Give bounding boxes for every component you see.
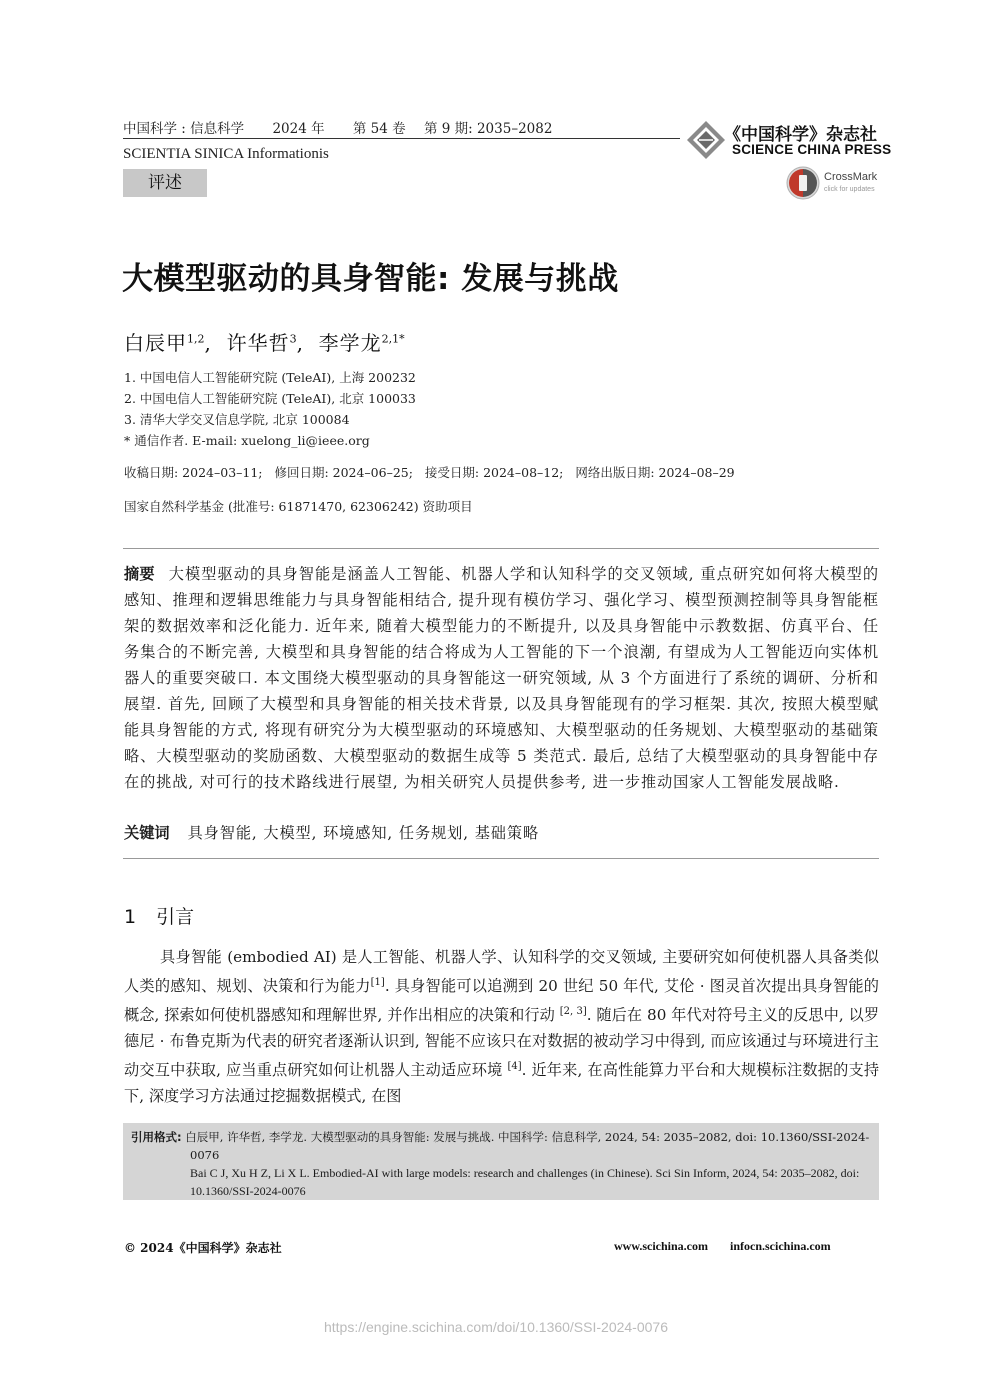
abstract-bottom-rule [123, 858, 879, 859]
doi-watermark: https://engine.scichina.com/doi/10.1360/SSI-2024-0076 [323, 1319, 668, 1335]
corresponding-author: * 通信作者. E-mail: xuelong_li@ieee.org [124, 433, 370, 448]
author-separator: , [296, 331, 319, 355]
author-name: 白辰甲 [124, 331, 187, 355]
citation-box [123, 1123, 879, 1200]
publisher-logo[interactable] [686, 120, 892, 160]
article-type-badge: 评述 [123, 169, 207, 197]
body-text-run: . 具身智能可以追溯到 20 世纪 50 年代, 艾伦 · 图灵首次提出具身智能的概念, 探索如何使机器感知和理解世界, 并作出相应的决策和行动 [124, 977, 879, 1025]
citation-ref[interactable]: [4] [507, 1061, 522, 1073]
body-text-run: . 随后在 80 年代对符号主义的反思中, 以罗德尼 · 布鲁克斯为代表的研究者逐渐认识到, 智能不应该只在对数据的被动学习中得到, 而应该通过与环境进行主动交互中获取, 应当重点研究如何让机器人主动适应环境 [124, 1006, 880, 1080]
body-text-run: 具身智能 (embodied AI) 是人工智能、机器人学、认知科学的交叉领域, 主要研究如何使机器人具备类似人类的感知、规划、决策和行为能力 [124, 948, 879, 996]
citation-label: 引用格式: [131, 1130, 182, 1144]
author-affiliation-mark: 1,2 [187, 332, 205, 346]
submission-dates: 收稿日期: 2024–03–11; 修回日期: 2024–06–25; 接受日期: 2024–08–12; 网络出版日期: 2024–08–29 [124, 465, 735, 480]
publisher-diamond-icon [686, 120, 726, 160]
footer-links [614, 1239, 831, 1254]
affiliation-2: 2. 中国电信人工智能研究院 (TeleAI), 北京 100033 [124, 391, 416, 406]
author-name: 李学龙 [318, 331, 382, 355]
journal-volume: 第 54 卷 [352, 121, 406, 137]
keywords [124, 822, 539, 843]
keywords-text: 具身智能, 大模型, 环境感知, 任务规划, 基础策略 [187, 824, 540, 842]
crossmark-badge[interactable] [786, 166, 886, 200]
journal-name-en: SCIENTIA SINICA Informationis [123, 146, 329, 162]
citation-ref[interactable]: [1] [370, 977, 385, 988]
citation-cn [131, 1128, 873, 1164]
body-text-run: . 近年来, 在高性能算力平台和大规模标注数据的支持下, 深度学习方法通过挖掘数据模式, 在图 [124, 1061, 880, 1106]
abstract [124, 561, 879, 795]
site-link-1[interactable]: www.scichina.com [614, 1239, 708, 1253]
abstract-label: 摘要 [124, 565, 155, 583]
journal-name-cn: 中国科学 : 信息科学 [123, 121, 245, 137]
paper-title: 大模型驱动的具身智能: 发展与挑战 [122, 261, 619, 297]
section-title: 引言 [156, 906, 195, 928]
citation-cn-text: 白辰甲, 许华哲, 李学龙. 大模型驱动的具身智能: 发展与挑战. 中国科学: 信息科学, 2024, 54: 2035–2082, doi: 10.1360/SSI-2024-0076 [185, 1130, 870, 1162]
journal-year: 2024 年 [272, 121, 325, 137]
body-paragraph [124, 944, 879, 1109]
crossmark-label: CrossMark [824, 171, 878, 183]
copyright: © 2024《中国科学》杂志社 [124, 1241, 282, 1255]
crossmark-icon [786, 166, 820, 200]
abstract-top-rule [123, 548, 879, 549]
publisher-name-cn: 《中国科学》杂志社 [724, 125, 877, 145]
site-link-2[interactable]: infocn.scichina.com [730, 1239, 831, 1253]
citation-en: Bai C J, Xu H Z, Li X L. Embodied-AI with large models: research and challenges (in Chinese). Sci Sin Inform, 2024, 54: 2035–2082, doi: 10.1360/SSI-2024-0076 [190, 1166, 860, 1198]
section-heading [124, 902, 194, 929]
author-affiliation-mark: 2,1* [381, 332, 405, 346]
author-name: 许华哲 [226, 331, 290, 355]
section-number: 1 [124, 906, 137, 928]
crossmark-sublabel: click for updates [824, 186, 875, 193]
journal-issue-pages: 第 9 期: 2035–2082 [423, 121, 553, 137]
affiliation-1: 1. 中国电信人工智能研究院 (TeleAI), 上海 200232 [124, 370, 416, 385]
affiliation-3: 3. 清华大学交叉信息学院, 北京 100084 [124, 412, 350, 427]
abstract-text: 大模型驱动的具身智能是涵盖人工智能、机器人学和认知科学的交叉领域, 重点研究如何将大模型的感知、推理和逻辑思维能力与具身智能相结合, 提升现有模仿学习、强化学习、模型预测控制等具身智能框架的数据效率和泛化能力. 近年来, 随着大模型能力的不断提升, 以及具身智能中示教数据、仿真平台、任务集合的不断完善, 大模型和具身智能的结合将成为人工智能的下一个浪潮, 有望成为人工智能迈向实体机器人的重要突破口. 本文围绕大模型驱动的具身智能这一研究领域, 从 3 个方面进行了系统的调研、分析和展望. 首先, 回顾了大模型和具身智能的相关技术背景, 以及具身智能现有的学习框架. 其次, 按照大模型赋能具身智能的方式, 将现有研究分为大模型驱动的环境感知、大模型驱动的任务规划、大模型驱动的基础策略、大模型驱动的奖励函数、大模型驱动的数据生成等 5 类范式. 最后, 总结了大模型驱动的具身智能中存在的挑战, 对可行的技术路线进行展望, 为相关研究人员提供参考, 进一步推动国家人工智能发展战略. [124, 565, 880, 791]
citation-ref[interactable]: [2, 3] [559, 1006, 587, 1018]
funding-info: 国家自然科学基金 (批准号: 61871470, 62306242) 资助项目 [124, 499, 473, 514]
keywords-label: 关键词 [124, 824, 170, 842]
header-rule [123, 138, 680, 139]
author-list [124, 327, 405, 356]
author-affiliation-mark: 3 [289, 332, 297, 346]
publisher-name-en: SCIENCE CHINA PRESS [732, 142, 892, 157]
author-separator: , [204, 331, 227, 355]
journal-info-line [123, 117, 576, 137]
